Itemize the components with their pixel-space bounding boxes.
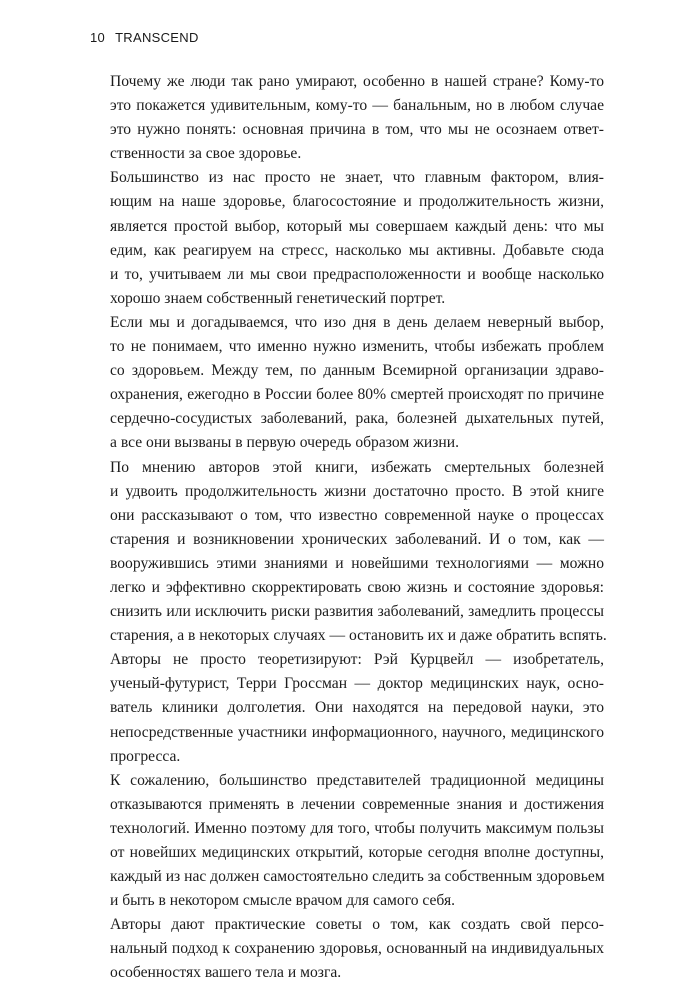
text-line: едим, как реагируем на стресс, насколько мы активны. Добавьте сюда: [110, 241, 604, 259]
page-number: 10: [90, 30, 106, 45]
text-line: отказываются применять в лечении современные знания и достижения: [110, 795, 604, 813]
text-line: ученый-футурист, Терри Гроссман — доктор медицинских наук, осно-: [110, 675, 604, 693]
text-line: ватель клиники долголетия. Они находятся на передовой науки, это: [110, 699, 604, 717]
text-line: каждый из нас должен самостоятельно следить за собственным здоровьем: [110, 868, 605, 886]
text-line: особенностях вашего тела и мозга.: [110, 964, 342, 982]
text-line: то не понимаем, что именно нужно изменить, чтобы избежать проблем: [110, 338, 604, 356]
text-line: К сожалению, большинство представителей традиционной медицины: [110, 771, 604, 789]
text-line: По мнению авторов этой книги, избежать смертельных болезней: [110, 458, 604, 476]
text-line: сердечно-сосудистых заболеваний, рака, болезней дыхательных путей,: [110, 410, 604, 428]
text-line: хорошо знаем собственный генетический портрет.: [110, 289, 446, 307]
paragraph: [90, 456, 607, 649]
text-line: Авторы не просто теоретизируют: Рэй Курцвейл — изобретатель,: [110, 651, 604, 669]
text-line: это покажется удивительным, кому-то — банальным, но в любом случае: [110, 97, 604, 115]
text-line: нальный подход к сохранению здоровья, основанный на индивидуальных: [110, 940, 604, 958]
text-line: является простой выбор, который мы совершаем каждый день: что мы: [110, 217, 604, 235]
text-line: легко и эффективно скорректировать свою жизнь и состояние здоровья:: [110, 578, 604, 596]
text-line: вооружившись этими знаниями и новейшими технологиями — можно: [110, 554, 604, 572]
text-line: Почему же люди так рано умирают, особенно в нашей стране? Кому-то: [110, 73, 604, 90]
text-line: прогресса.: [110, 747, 181, 765]
running-header: [90, 30, 199, 45]
text-line: со здоровьем. Между тем, по данным Всемирной организации здраво-: [110, 362, 604, 380]
text-line: ственности за свое здоровье.: [110, 145, 302, 163]
paragraph: [90, 769, 604, 914]
text-line: от новейших медицинских открытий, которые сегодня вполне доступны,: [110, 844, 604, 861]
text-line: Если мы и догадываемся, что изо дня в день делаем неверный выбор,: [110, 313, 604, 331]
text-line: это нужно понять: основная причина в том, что мы не осознаем ответ-: [110, 121, 604, 139]
text-line: и то, учитываем ли мы свои предрасположенности и вообще насколько: [110, 265, 604, 283]
text-line: Большинство из нас просто не знает, что главным фактором, влия-: [110, 169, 604, 187]
paragraph: [90, 70, 604, 166]
text-line: а все они вызваны в первую очередь образом жизни.: [110, 434, 459, 452]
paragraph: [90, 648, 604, 768]
body-text: [90, 70, 607, 986]
text-line: старения, а в некоторых случаях — остановить их и даже обратить вспять.: [110, 627, 607, 645]
text-line: и быть в некотором смысле врачом для самого себя.: [110, 892, 456, 910]
text-line: технологий. Именно поэтому для того, чтобы получить максимум пользы: [110, 819, 604, 837]
text-line: они рассказывают о том, что известно современной науке о процессах: [110, 506, 604, 524]
text-line: охранения, ежегодно в России более 80% смертей происходят по причине: [110, 386, 604, 404]
text-line: снизить или исключить риски развития заболеваний, замедлить процессы: [110, 603, 604, 621]
text-line: непосредственные участники информационного, научного, медицинского: [110, 723, 604, 741]
running-title: TRANSCEND: [115, 30, 199, 45]
text-line: старения и возникновении хронических заболеваний. И о том, как —: [110, 530, 604, 548]
text-line: Авторы дают практические советы о том, как создать свой персо-: [110, 916, 604, 934]
text-line: ющим на наше здоровье, благосостояние и продолжительность жизни,: [110, 193, 604, 211]
text-line: и удвоить продолжительность жизни достаточно просто. В этой книге: [110, 482, 604, 500]
paragraph: [90, 166, 604, 311]
paragraph: [90, 913, 604, 985]
paragraph: [90, 311, 604, 456]
